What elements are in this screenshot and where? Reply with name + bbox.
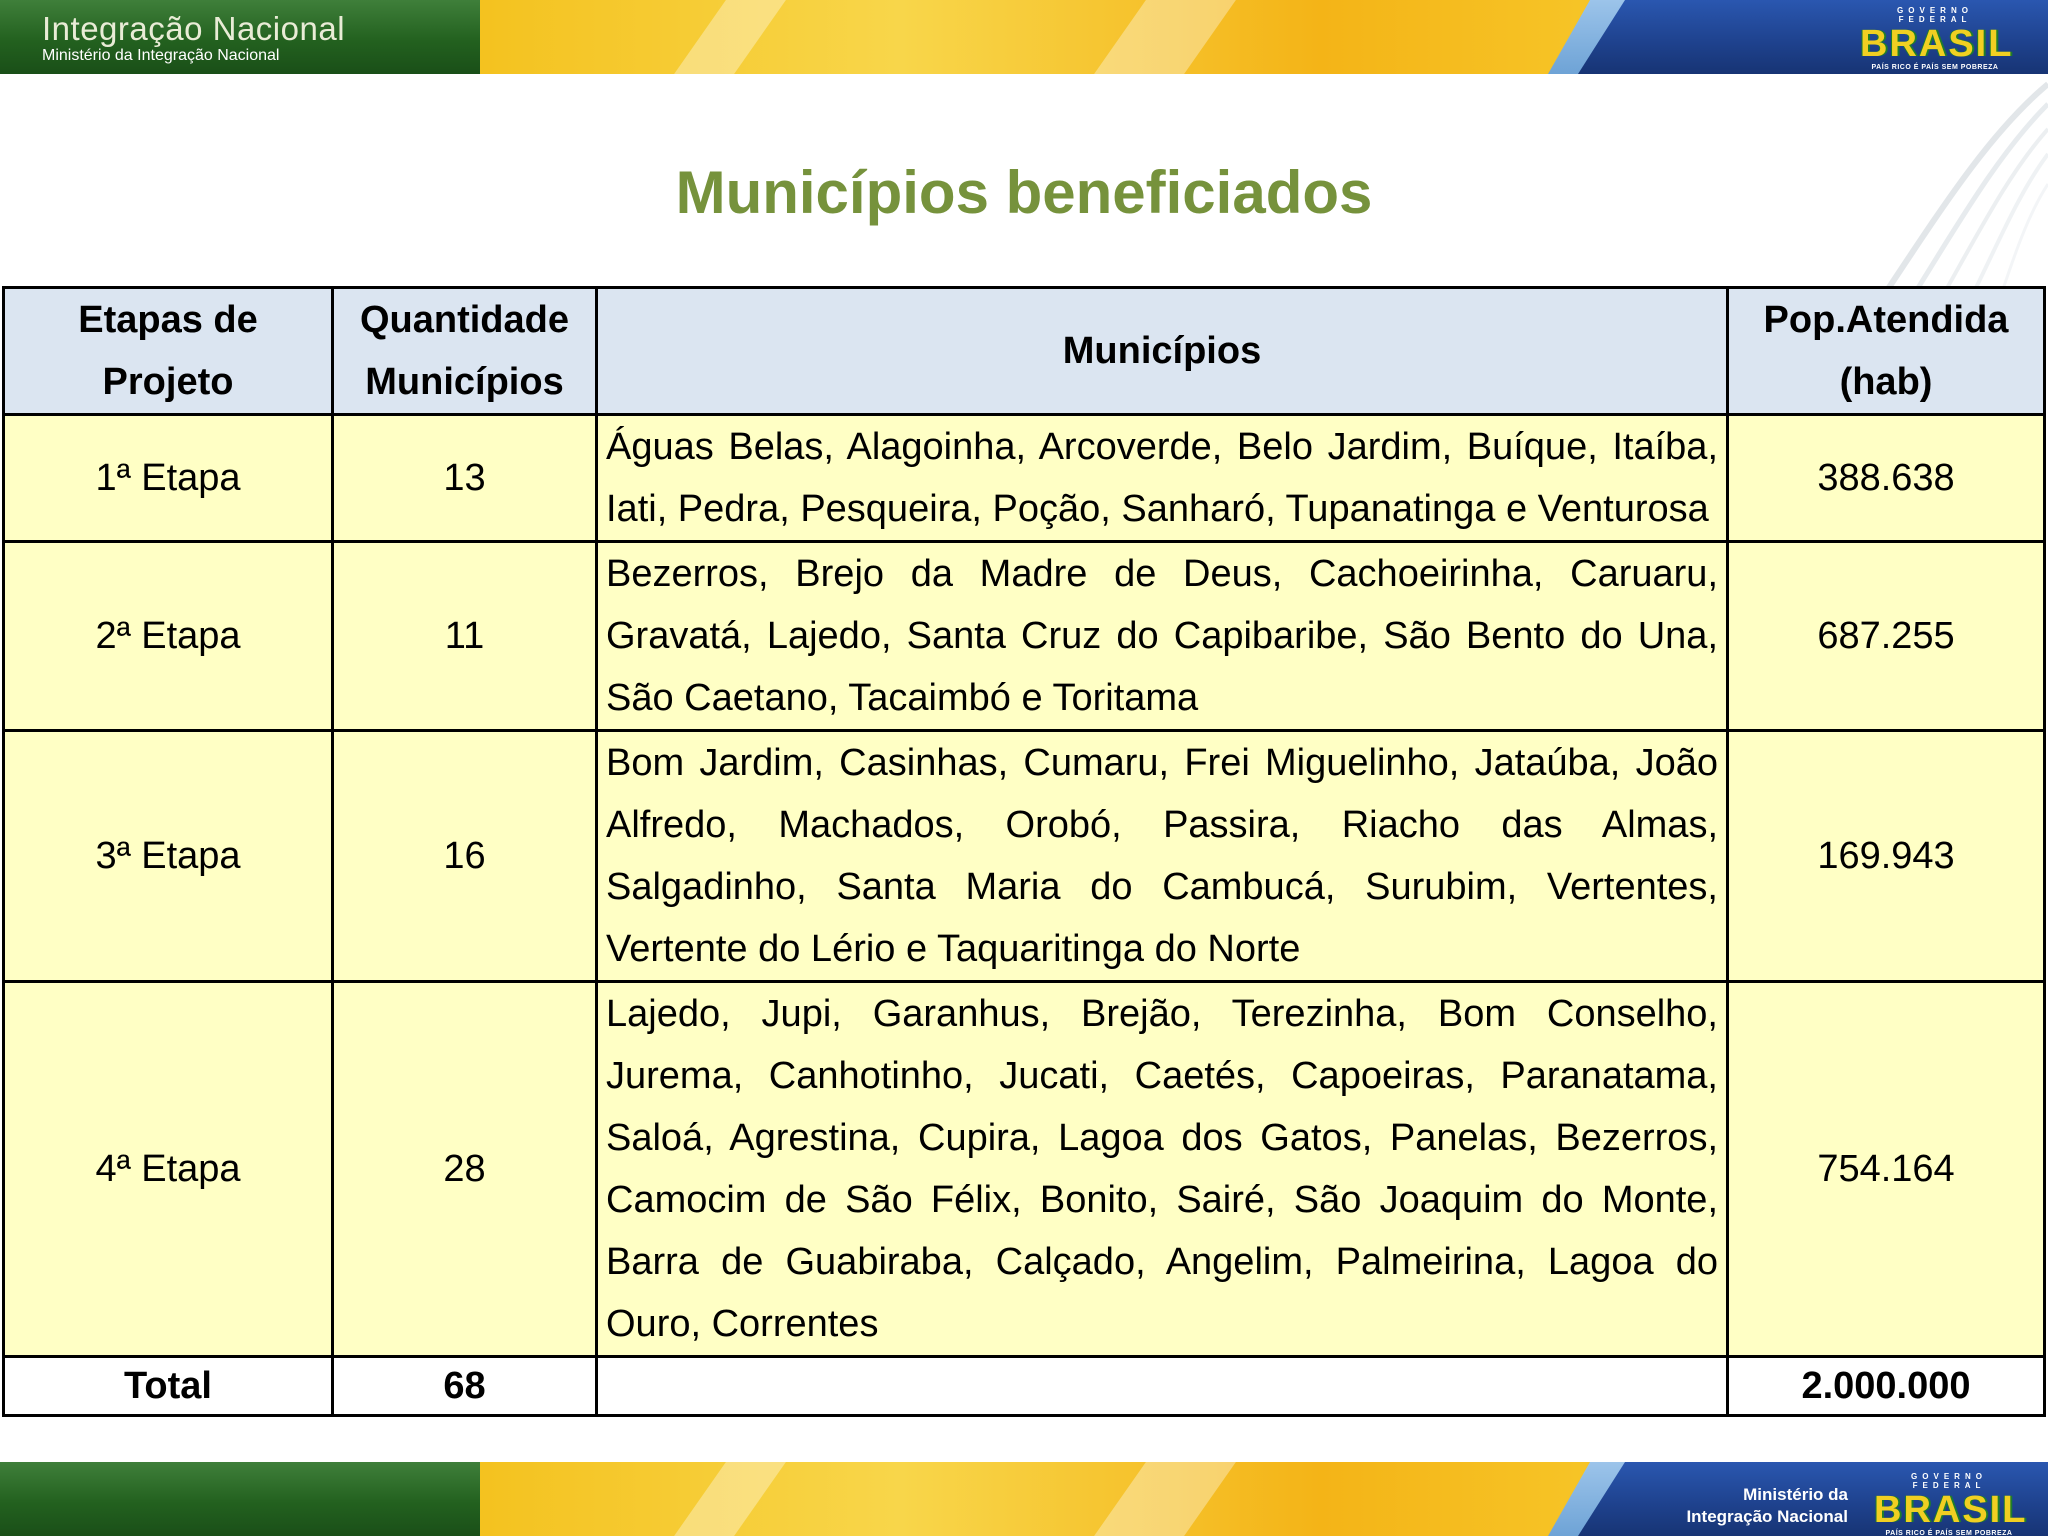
total-population: 2.000.000 xyxy=(1728,1357,2045,1416)
cell-population: 388.638 xyxy=(1728,415,2045,542)
banner-green-band xyxy=(0,1462,560,1536)
cell-population: 687.255 xyxy=(1728,542,2045,731)
gov-logo-top-text: GOVERNO FEDERAL xyxy=(1911,1472,1987,1490)
cell-population: 169.943 xyxy=(1728,731,2045,982)
cell-municipalities: Bezerros, Brejo da Madre de Deus, Cachoeirinha, Caruaru, Gravatá, Lajedo, Santa Cruz do Capibaribe, São Bento do Una, São Caetano, Tacaimbó e Toritama xyxy=(597,542,1728,731)
header-population-line2: (hab) xyxy=(1839,361,1933,403)
cell-stage: 1ª Etapa xyxy=(4,415,333,542)
bottom-banner xyxy=(0,1462,2048,1536)
gov-logo-slogan: PAÍS RICO É PAÍS SEM POBREZA xyxy=(1871,64,1999,71)
municipalities-table xyxy=(2,286,2046,1417)
cell-population: 754.164 xyxy=(1728,982,2045,1357)
gov-logo-slogan: PAÍS RICO É PAÍS SEM POBREZA xyxy=(1885,1530,2013,1536)
brand-title: Integração Nacional xyxy=(42,10,346,47)
header-quantity-line2: Municípios xyxy=(365,361,564,403)
page-title: Municípios beneficiados xyxy=(675,159,1373,226)
cell-quantity: 28 xyxy=(333,982,597,1357)
cell-municipalities: Lajedo, Jupi, Garanhus, Brejão, Terezinha, Bom Conselho, Jurema, Canhotinho, Jucati, Caetés, Capoeiras, Paranatama, Saloá, Agrestina, Cupira, Lagoa dos Gatos, Panelas, Bezerros, Camocim de São Félix, Bonito, Sairé, São Joaquim do Monte, Barra de Guabiraba, Calçado, Angelim, Palmeirina, Lagoa do Ouro, Correntes xyxy=(597,982,1728,1357)
banner-yellow-band xyxy=(480,1462,1680,1536)
cell-quantity: 11 xyxy=(333,542,597,731)
total-label: Total xyxy=(4,1357,333,1416)
table-total-row xyxy=(4,1357,2045,1416)
banner-yellow-band xyxy=(480,0,1680,74)
table-row xyxy=(4,542,2045,731)
brand-subtitle: Ministério da Integração Nacional xyxy=(42,47,280,64)
table-row xyxy=(4,415,2045,542)
gov-logo-brasil-text: BRASIL xyxy=(1874,1489,2028,1531)
cell-quantity: 16 xyxy=(333,731,597,982)
gov-logo-brasil-text: BRASIL xyxy=(1860,23,2014,65)
header-quantity-line1: Quantidade xyxy=(359,299,570,341)
cell-municipalities: Bom Jardim, Casinhas, Cumaru, Frei Miguelinho, Jataúba, João Alfredo, Machados, Orobó, Passira, Riacho das Almas, Salgadinho, Santa Maria do Cambucá, Surubim, Vertentes, Vertente do Lério e Taquaritinga do Norte xyxy=(597,731,1728,982)
header-population-line1: Pop.Atendida xyxy=(1763,299,2009,341)
total-municipalities-empty xyxy=(597,1357,1728,1416)
header-stage: Etapas de Projeto xyxy=(4,288,333,415)
header-population xyxy=(1728,288,2045,415)
table-row xyxy=(4,731,2045,982)
cell-stage: 3ª Etapa xyxy=(4,731,333,982)
table-header-row xyxy=(4,288,2045,415)
footer-ministry xyxy=(1686,1484,1848,1528)
gov-brasil-logo xyxy=(1874,1472,2028,1536)
top-banner xyxy=(0,0,2048,74)
header-quantity xyxy=(333,288,597,415)
cell-stage: 2ª Etapa xyxy=(4,542,333,731)
footer-ministry-line1: Ministério da xyxy=(1743,1485,1848,1504)
gov-brasil-logo xyxy=(1860,6,2014,71)
cell-stage: 4ª Etapa xyxy=(4,982,333,1357)
total-quantity: 68 xyxy=(333,1357,597,1416)
cell-municipalities: Águas Belas, Alagoinha, Arcoverde, Belo Jardim, Buíque, Itaíba, Iati, Pedra, Pesqueira, Poção, Sanharó, Tupanatinga e Venturosa xyxy=(597,415,1728,542)
header-municipalities: Municípios xyxy=(597,288,1728,415)
gov-logo-top-text: GOVERNO FEDERAL xyxy=(1897,6,1973,24)
table-row xyxy=(4,982,2045,1357)
cell-quantity: 13 xyxy=(333,415,597,542)
footer-ministry-line2: Integração Nacional xyxy=(1686,1507,1848,1526)
